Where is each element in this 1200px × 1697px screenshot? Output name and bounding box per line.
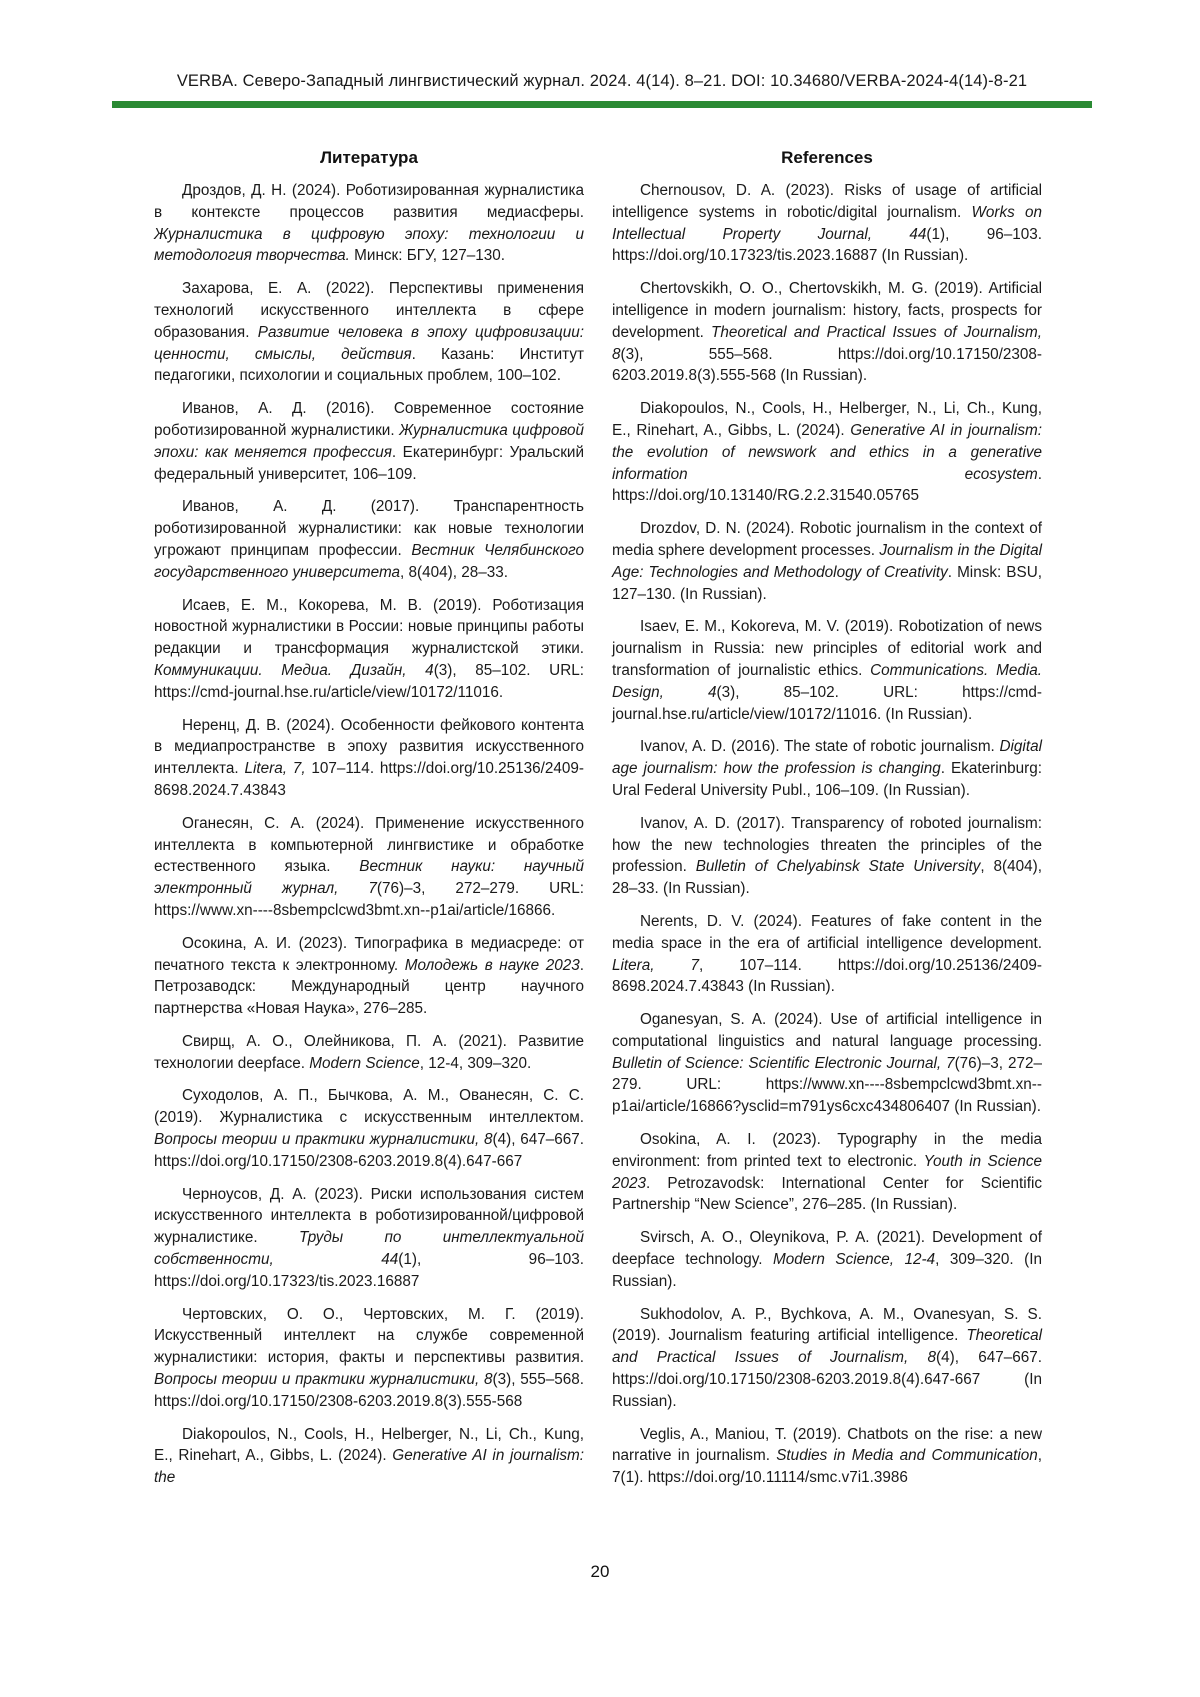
reference-text: , 12-4, 309–320.	[420, 1055, 531, 1072]
reference-source-title: Молодежь в науке 2023	[405, 957, 580, 974]
reference-entry	[612, 1129, 1042, 1216]
english-references-column	[612, 148, 1042, 1500]
reference-source-title: Generative AI in journalism: the evolution of newswork and ethics in a generative information ecosystem	[612, 422, 1042, 483]
reference-text: Nerents, D. V. (2024). Features of fake content in the media space in the era of artificial intelligence development.	[612, 913, 1042, 952]
reference-text: (4), 647–667. https://doi.org/10.17150/2308-6203.2019.8(4).647-667	[154, 1131, 584, 1170]
reference-text: . https://doi.org/10.13140/RG.2.2.31540.05765	[612, 466, 1042, 505]
reference-list	[612, 180, 1042, 1489]
reference-text: (3), 555–568. https://doi.org/10.17150/2308-6203.2019.8(3).555-568	[154, 1371, 584, 1410]
reference-entry	[612, 1009, 1042, 1118]
reference-source-title: Generative AI in journalism: the	[154, 1447, 584, 1486]
reference-text: Черноусов, Д. А. (2023). Риски использования систем искусственного интеллекта в роботизированной/цифровой журналистике.	[154, 1186, 584, 1247]
reference-text: Oganesyan, S. A. (2024). Use of artificial intelligence in computational linguistics and natural language processing.	[612, 1011, 1042, 1050]
reference-source-title: Труды по интеллектуальной собственности, 44	[154, 1229, 584, 1268]
reference-source-title: Modern Science	[309, 1055, 420, 1072]
column-title: References	[612, 148, 1042, 168]
reference-entry	[154, 1184, 584, 1293]
reference-text: Osokina, A. I. (2023). Typography in the media environment: from printed text to electronic.	[612, 1131, 1042, 1170]
reference-entry	[154, 496, 584, 583]
reference-source-title: Bulletin of Chelyabinsk State University	[696, 858, 981, 875]
reference-text: (76)–3, 272–279. URL: https://www.xn----8sbempclcwd3bmt.xn--p1ai/article/16866.	[154, 880, 584, 919]
reference-entry	[612, 180, 1042, 267]
reference-source-title: Вестник науки: научный электронный журнал, 7	[154, 858, 584, 897]
reference-text: Суходолов, А. П., Бычкова, А. М., Ованесян, С. С. (2019). Журналистика с искусственным интеллектом.	[154, 1087, 584, 1126]
column-title: Литература	[154, 148, 584, 168]
reference-source-title: Theoretical and Practical Issues of Journalism, 8	[612, 324, 1042, 363]
reference-entry	[154, 398, 584, 485]
russian-references-column	[154, 148, 584, 1500]
reference-entry	[154, 595, 584, 704]
reference-entry	[154, 813, 584, 922]
reference-text: Diakopoulos, N., Cools, H., Helberger, N., Li, Ch., Kung, E., Rinehart, A., Gibbs, L. (2024).	[612, 400, 1042, 439]
reference-text: (4), 647–667. https://doi.org/10.17150/2308-6203.2019.8(4).647-667 (In Russian).	[612, 1349, 1042, 1410]
reference-entry	[154, 933, 584, 1020]
reference-text: (3), 85–102. URL: https://cmd-journal.hse.ru/article/view/10172/11016. (In Russian).	[612, 684, 1042, 723]
reference-text: , 107–114. https://doi.org/10.25136/2409-8698.2024.7.43843 (In Russian).	[612, 957, 1042, 996]
reference-text: Ivanov, A. D. (2017). Transparency of roboted journalism: how the new technologies threaten the principles of the profession.	[612, 815, 1042, 876]
reference-text: Chernousov, D. A. (2023). Risks of usage of artificial intelligence systems in robotic/digital journalism.	[612, 182, 1042, 221]
reference-source-title: Communications. Media. Design, 4	[612, 662, 1042, 701]
reference-text: Свирщ, А. О., Олейникова, П. А. (2021). Развитие технологии deepface.	[154, 1033, 584, 1072]
reference-source-title: Theoretical and Practical Issues of Journalism, 8	[612, 1327, 1042, 1366]
reference-source-title: Digital age journalism: how the profession is changing	[612, 738, 1042, 777]
reference-source-title: Коммуникации. Медиа. Дизайн, 4	[154, 662, 434, 679]
reference-text: (1), 96–103. https://doi.org/10.17323/tis.2023.16887	[154, 1251, 584, 1290]
reference-text: Чертовских, О. О., Чертовских, М. Г. (2019). Искусственный интеллект на службе современной журналистики: история, факты и перспективы развития.	[154, 1306, 584, 1367]
reference-text: . Казань: Институт педагогики, психологии и социальных проблем, 100–102.	[154, 346, 584, 385]
reference-text: Veglis, A., Maniou, T. (2019). Chatbots on the rise: a new narrative in journalism.	[612, 1426, 1042, 1465]
reference-text: (76)–3, 272–279. URL: https://www.xn----8sbempclcwd3bmt.xn--p1ai/article/16866?ysclid=m791ys6cxc434806407 (In Russian).	[612, 1055, 1042, 1116]
reference-entry	[154, 715, 584, 802]
reference-text: . Petrozavodsk: International Center for Scientific Partnership “New Science”, 276–285. (In Russian).	[612, 1175, 1042, 1214]
reference-text: Захарова, Е. А. (2022). Перспективы применения технологий искусственного интеллекта в сфере образования.	[154, 280, 584, 341]
reference-source-title: Журналистика цифровой эпохи: как меняется профессия	[154, 422, 584, 461]
reference-source-title: Modern Science, 12-4	[773, 1251, 935, 1268]
reference-entry	[154, 1424, 584, 1489]
reference-text: . Екатеринбург: Уральский федеральный университет, 106–109.	[154, 444, 584, 483]
reference-entry	[612, 518, 1042, 605]
reference-text: Оганесян, С. А. (2024). Применение искусственного интеллекта в компьютерной лингвистике и обработке естественного языка.	[154, 815, 584, 876]
reference-text: . Minsk: BSU, 127–130. (In Russian).	[612, 564, 1042, 603]
reference-source-title: Развитие человека в эпоху цифровизации: ценности, смыслы, действия	[154, 324, 584, 363]
reference-entry	[612, 911, 1042, 998]
reference-source-title: Studies in Media and Communication	[776, 1447, 1038, 1464]
reference-source-title: Works on Intellectual Property Journal, 44	[612, 204, 1042, 243]
reference-entry	[612, 278, 1042, 387]
reference-text: Isaev, E. M., Kokoreva, M. V. (2019). Robotization of news journalism in Russia: new principles of editorial work and transformation of journalistic ethics.	[612, 618, 1042, 679]
reference-entry	[154, 1031, 584, 1075]
reference-text: Иванов, А. Д. (2016). Современное состояние роботизированной журналистики.	[154, 400, 584, 439]
reference-text: Исаев, Е. М., Кокорева, М. В. (2019). Роботизация новостной журналистики в России: новые принципы работы редакции и трансформация журналистской этики.	[154, 597, 584, 658]
reference-text: Chertovskikh, O. O., Chertovskikh, M. G. (2019). Artificial intelligence in modern journalism: history, facts, prospects for development.	[612, 280, 1042, 341]
reference-text: Минск: БГУ, 127–130.	[350, 247, 505, 264]
reference-entry	[154, 1085, 584, 1172]
reference-entry	[612, 1424, 1042, 1489]
reference-entry	[154, 1304, 584, 1413]
reference-text: (3), 85–102. URL: https://cmd-journal.hse.ru/article/view/10172/11016.	[154, 662, 584, 701]
reference-text: Diakopoulos, N., Cools, H., Helberger, N., Li, Ch., Kung, E., Rinehart, A., Gibbs, L. (2024).	[154, 1426, 584, 1465]
reference-text: (3), 555–568. https://doi.org/10.17150/2308-6203.2019.8(3).555-568 (In Russian).	[612, 346, 1042, 385]
reference-text: Drozdov, D. N. (2024). Robotic journalism in the context of media sphere development processes.	[612, 520, 1042, 559]
reference-list	[154, 180, 584, 1489]
reference-source-title: Журналистика в цифровую эпоху: технологии и методология творчества.	[154, 226, 584, 265]
reference-entry	[612, 1227, 1042, 1292]
reference-text: , 7(1). https://doi.org/10.11114/smc.v7i1.3986	[612, 1447, 1042, 1486]
reference-text: , 8(404), 28–33. (In Russian).	[612, 858, 1042, 897]
reference-source-title: Litera, 7	[612, 957, 699, 974]
reference-entry	[154, 278, 584, 387]
reference-text: Дроздов, Д. Н. (2024). Роботизированная журналистика в контексте процессов развития медиасферы.	[154, 182, 584, 221]
reference-text: Svirsch, A. O., Oleynikova, P. A. (2021). Development of deepface technology.	[612, 1229, 1042, 1268]
running-header: VERBA. Северо-Западный лингвистический журнал. 2024. 4(14). 8–21. DOI: 10.34680/VERBA-2024-4(14)-8-21	[112, 72, 1092, 91]
reference-source-title: Journalism in the Digital Age: Technologies and Methodology of Creativity	[612, 542, 1042, 581]
reference-source-title: Вопросы теории и практики журналистики, 8	[154, 1371, 493, 1388]
reference-entry	[612, 1304, 1042, 1413]
page-number: 20	[0, 1562, 1200, 1582]
reference-entry	[154, 180, 584, 267]
reference-text: Иванов, А. Д. (2017). Транспарентность роботизированной журналистики: как новые технологии угрожают принципам профессии.	[154, 498, 584, 559]
reference-source-title: Litera, 7,	[244, 760, 305, 777]
reference-text: , 8(404), 28–33.	[400, 564, 508, 581]
reference-text: Осокина, А. И. (2023). Типографика в медиасреде: от печатного текста к электронному.	[154, 935, 584, 974]
reference-source-title: Bulletin of Science: Scientific Electronic Journal, 7	[612, 1055, 955, 1072]
reference-entry	[612, 736, 1042, 801]
header-rule	[112, 101, 1092, 108]
reference-text: 107–114. https://doi.org/10.25136/2409-8698.2024.7.43843	[154, 760, 584, 799]
reference-text: Неренц, Д. В. (2024). Особенности фейкового контента в медиапространстве в эпоху развития искусственного интеллекта.	[154, 717, 584, 778]
reference-text: . Ekaterinburg: Ural Federal University Publ., 106–109. (In Russian).	[612, 760, 1042, 799]
reference-text: (1), 96–103. https://doi.org/10.17323/tis.2023.16887 (In Russian).	[612, 226, 1042, 265]
reference-source-title: Вестник Челябинского государственного университета	[154, 542, 584, 581]
reference-source-title: Вопросы теории и практики журналистики, 8	[154, 1131, 493, 1148]
reference-entry	[612, 616, 1042, 725]
reference-text: , 309–320. (In Russian).	[612, 1251, 1042, 1290]
reference-source-title: Youth in Science 2023	[612, 1153, 1042, 1192]
reference-text: Sukhodolov, A. P., Bychkova, A. M., Ovanesyan, S. S. (2019). Journalism featuring artificial intelligence.	[612, 1306, 1042, 1345]
reference-text: . Петрозаводск: Международный центр научного партнерства «Новая Наука», 276–285.	[154, 957, 584, 1018]
reference-entry	[612, 398, 1042, 507]
reference-entry	[612, 813, 1042, 900]
reference-text: Ivanov, A. D. (2016). The state of robotic journalism.	[640, 738, 999, 755]
